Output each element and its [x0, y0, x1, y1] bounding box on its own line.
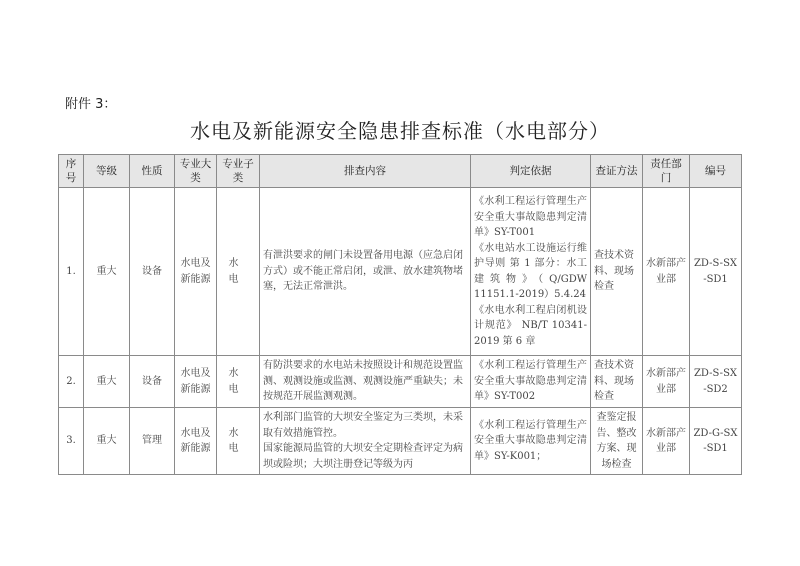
table-row	[59, 188, 742, 356]
seq-cell: 1.	[59, 188, 84, 356]
table-row	[59, 356, 742, 408]
content-cell	[260, 408, 471, 475]
hazard-standard-table	[58, 154, 742, 475]
content-cell: 有防洪要求的水电站未按照设计和规范设置监测、观测设施或监测、观测设施严重缺失；未按规范开展监测观测。	[260, 356, 471, 408]
major-category-cell: 水电及新能源	[175, 188, 217, 356]
sub-category-cell: 水 电	[217, 408, 260, 475]
code-cell: ZD-G-SX-SD1	[690, 408, 742, 475]
nature-cell: 管理	[130, 408, 175, 475]
content-line: 水利部门监管的大坝安全鉴定为三类坝，未采取有效措施管控。	[263, 412, 463, 439]
basis-cell	[471, 356, 591, 408]
document-title: 水电及新能源安全隐患排查标准（水电部分）	[190, 119, 610, 143]
major-category-cell: 水电及新能源	[175, 408, 217, 475]
col-header-sub-category: 专业子类	[217, 155, 260, 188]
major-category-cell: 水电及新能源	[175, 356, 217, 408]
sub-category-cell: 水 电	[217, 356, 260, 408]
seq-cell: 2.	[59, 356, 84, 408]
col-header-department: 责任部门	[643, 155, 690, 188]
basis-item: 《水利工程运行管理生产安全重大事故隐患判定清单》SY-T002	[474, 360, 587, 403]
department-cell: 水新部产业部	[643, 408, 690, 475]
col-header-content: 排查内容	[260, 155, 471, 188]
level-cell: 重大	[84, 356, 130, 408]
nature-cell: 设备	[130, 188, 175, 356]
col-header-seq: 序号	[59, 155, 84, 188]
col-header-basis: 判定依据	[471, 155, 591, 188]
col-header-level: 等级	[84, 155, 130, 188]
col-header-nature: 性质	[130, 155, 175, 188]
method-cell: 查技术资料、现场检查	[591, 356, 643, 408]
table-row	[59, 408, 742, 475]
col-header-code: 编号	[690, 155, 742, 188]
basis-cell	[471, 188, 591, 356]
code-cell: ZD-S-SX-SD2	[690, 356, 742, 408]
seq-cell: 3.	[59, 408, 84, 475]
level-cell: 重大	[84, 408, 130, 475]
code-cell: ZD-S-SX-SD1	[690, 188, 742, 356]
department-cell: 水新部产业部	[643, 356, 690, 408]
basis-item: 《水利工程运行管理生产安全重大事故隐患判定清单》SY-T001	[474, 196, 587, 238]
header-row	[59, 155, 742, 188]
level-cell: 重大	[84, 188, 130, 356]
content-line: 国家能源局监管的大坝安全定期检查评定为病坝或险坝；大坝注册登记等级为丙	[263, 443, 463, 470]
basis-item: 《水利工程运行管理生产安全重大事故隐患判定清单》SY-K001；	[474, 419, 587, 462]
sub-category-cell: 水 电	[217, 188, 260, 356]
nature-cell: 设备	[130, 356, 175, 408]
department-cell: 水新部产业部	[643, 188, 690, 356]
method-cell: 查鉴定报告、整改方案、现场检查	[591, 408, 643, 475]
basis-item: 《水电水利工程启闭机设计规范》 NB/T 10341-2019 第 6 章	[474, 304, 587, 347]
attachment-label: 附件 3：	[65, 97, 117, 112]
col-header-major-category: 专业大类	[175, 155, 217, 188]
basis-cell	[471, 408, 591, 475]
col-header-method: 查证方法	[591, 155, 643, 188]
method-cell: 查技术资料、现场检查	[591, 188, 643, 356]
content-cell: 有泄洪要求的闸门未设置备用电源（应急启闭方式）或不能正常启闭，或泄、放水建筑物堵塞，无法正常泄洪。	[260, 188, 471, 356]
basis-item: 《水电站水工设施运行维护导则 第 1 部分：水工建筑物》（Q/GDW 11151.1-2019）5.4.24	[474, 242, 587, 300]
